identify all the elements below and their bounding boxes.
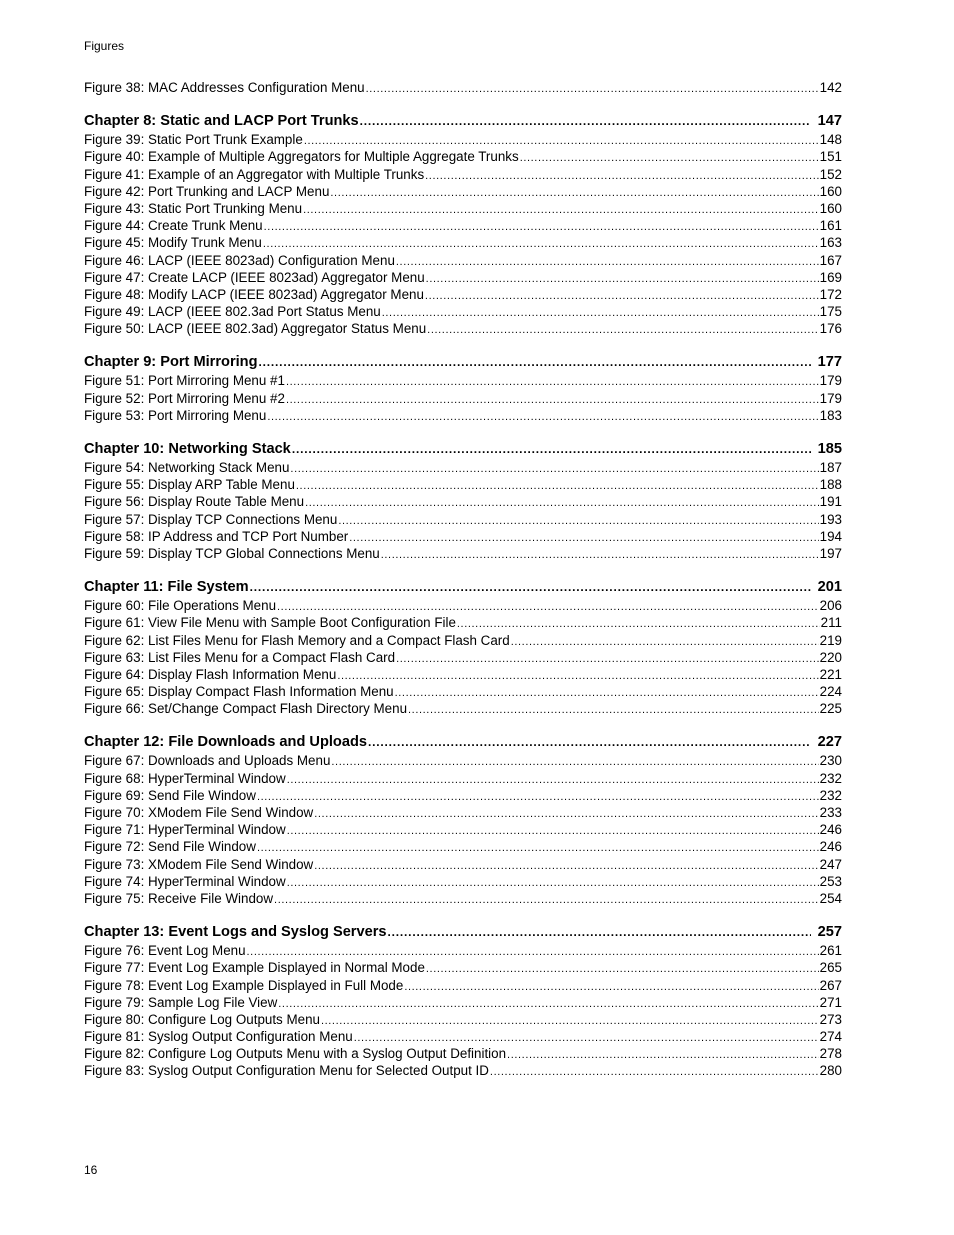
dot-leader bbox=[286, 392, 819, 409]
chapter-title: Chapter 10: Networking Stack bbox=[84, 441, 291, 457]
dot-leader bbox=[290, 461, 818, 478]
figure-title: Figure 56: Display Route Table Menu bbox=[84, 494, 305, 510]
figure-page-number: 188 bbox=[819, 477, 842, 493]
figure-entry[interactable] bbox=[84, 320, 842, 337]
figure-title: Figure 74: HyperTerminal Window bbox=[84, 873, 286, 889]
figure-page-number: 151 bbox=[819, 149, 842, 165]
figure-page-number: 220 bbox=[819, 649, 842, 665]
figure-title: Figure 67: Downloads and Uploads Menu bbox=[84, 753, 331, 769]
dot-leader bbox=[330, 185, 818, 202]
chapter-page-number: 227 bbox=[817, 734, 842, 751]
dot-leader bbox=[490, 1064, 819, 1081]
figure-entry[interactable] bbox=[84, 959, 842, 976]
figure-entry[interactable] bbox=[84, 166, 842, 183]
figure-page-number: 169 bbox=[819, 269, 842, 285]
figure-title: Figure 69: Send File Window bbox=[84, 787, 256, 803]
dot-leader bbox=[507, 1047, 819, 1064]
figure-title: Figure 73: XModem File Send Window bbox=[84, 856, 314, 872]
figure-entry[interactable] bbox=[84, 683, 842, 700]
figure-page-number: 267 bbox=[819, 977, 842, 993]
dot-leader bbox=[349, 530, 818, 547]
chapter-page-number: 185 bbox=[817, 441, 842, 457]
figure-title: Figure 52: Port Mirroring Menu #2 bbox=[84, 390, 285, 406]
figure-entry[interactable] bbox=[84, 649, 842, 666]
figure-entry[interactable] bbox=[84, 614, 842, 631]
chapter-entry[interactable] bbox=[84, 440, 842, 459]
figure-title: Figure 77: Event Log Example Displayed in Normal Mode bbox=[84, 960, 425, 976]
figure-entry[interactable] bbox=[84, 770, 842, 787]
figure-title: Figure 83: Syslog Output Configuration Menu for Selected Output ID bbox=[84, 1063, 489, 1079]
dot-leader bbox=[305, 495, 819, 512]
figure-entry[interactable] bbox=[84, 493, 842, 510]
figure-entry[interactable] bbox=[84, 528, 842, 545]
figure-entry[interactable] bbox=[84, 269, 842, 286]
dot-leader bbox=[520, 150, 819, 167]
figure-page-number: 172 bbox=[819, 286, 842, 302]
dot-leader bbox=[250, 578, 811, 597]
chapter-page-number: 257 bbox=[817, 924, 842, 941]
chapter-entry[interactable] bbox=[84, 353, 842, 372]
figure-entry[interactable] bbox=[84, 632, 842, 649]
figure-title: Figure 42: Port Trunking and LACP Menu bbox=[84, 183, 330, 199]
figure-title: Figure 38: MAC Addresses Configuration Menu bbox=[84, 80, 365, 95]
chapter-title: Chapter 11: File System bbox=[84, 579, 249, 596]
figure-title: Figure 45: Modify Trunk Menu bbox=[84, 235, 262, 251]
figure-title: Figure 41: Example of an Aggregator with Multiple Trunks bbox=[84, 166, 425, 182]
figure-entry[interactable] bbox=[84, 372, 842, 389]
figure-page-number: 254 bbox=[819, 890, 842, 906]
dot-leader bbox=[259, 353, 811, 372]
figure-entry[interactable] bbox=[84, 200, 842, 217]
figure-entry[interactable] bbox=[84, 252, 842, 269]
figure-entry[interactable] bbox=[84, 873, 842, 890]
chapter-entry[interactable] bbox=[84, 578, 842, 597]
figure-entry[interactable] bbox=[84, 752, 842, 769]
figure-page-number: 152 bbox=[819, 166, 842, 182]
figure-page-number: 247 bbox=[819, 856, 842, 872]
figure-title: Figure 48: Modify LACP (IEEE 8023ad) Aggregator Menu bbox=[84, 286, 424, 302]
figure-page-number: 253 bbox=[819, 873, 842, 889]
dot-leader bbox=[337, 668, 818, 685]
figure-title: Figure 71: HyperTerminal Window bbox=[84, 822, 286, 838]
figure-page-number: 211 bbox=[820, 615, 842, 631]
figure-page-number: 142 bbox=[819, 80, 842, 95]
dot-leader bbox=[396, 254, 819, 271]
figure-title: Figure 70: XModem File Send Window bbox=[84, 805, 314, 820]
dot-leader bbox=[267, 409, 818, 426]
figure-title: Figure 47: Create LACP (IEEE 8023ad) Aggregator Menu bbox=[84, 269, 425, 285]
dot-leader bbox=[511, 634, 819, 651]
chapter-entry[interactable] bbox=[84, 733, 842, 752]
chapter-entry[interactable] bbox=[84, 923, 842, 942]
figure-page-number: 221 bbox=[819, 666, 842, 682]
dot-leader bbox=[287, 823, 819, 840]
figure-entry[interactable] bbox=[84, 1028, 842, 1045]
figure-page-number: 167 bbox=[819, 252, 842, 268]
dot-leader bbox=[404, 979, 818, 996]
figure-page-number: 261 bbox=[819, 943, 842, 959]
dot-leader bbox=[457, 616, 820, 633]
figure-title: Figure 65: Display Compact Flash Information Menu bbox=[84, 684, 394, 700]
figure-page-number: 225 bbox=[819, 701, 842, 717]
figure-page-number: 219 bbox=[819, 632, 842, 648]
chapter-entry[interactable] bbox=[84, 112, 842, 131]
figure-entry[interactable] bbox=[84, 511, 842, 528]
figure-page-number: 246 bbox=[819, 822, 842, 838]
dot-leader bbox=[368, 733, 811, 752]
figure-entry[interactable] bbox=[84, 390, 842, 407]
toc-section bbox=[84, 578, 842, 717]
figure-title: Figure 75: Receive File Window bbox=[84, 890, 274, 906]
figure-page-number: 197 bbox=[819, 545, 842, 561]
dot-leader bbox=[287, 772, 819, 789]
figure-entry[interactable] bbox=[84, 407, 842, 424]
figure-title: Figure 68: HyperTerminal Window bbox=[84, 770, 286, 786]
dot-leader bbox=[257, 789, 819, 806]
figure-entry[interactable] bbox=[84, 942, 842, 959]
dot-leader bbox=[274, 892, 819, 909]
toc-section bbox=[84, 353, 842, 424]
dot-leader bbox=[395, 685, 819, 702]
figure-page-number: 232 bbox=[819, 787, 842, 803]
figure-entry[interactable] bbox=[84, 977, 842, 994]
dot-leader bbox=[396, 651, 819, 668]
figure-page-number: 194 bbox=[819, 528, 842, 544]
figure-page-number: 265 bbox=[819, 960, 842, 976]
dot-leader bbox=[314, 858, 818, 875]
figure-entry[interactable] bbox=[84, 1011, 842, 1028]
dot-leader bbox=[331, 754, 818, 771]
figure-entry[interactable] bbox=[84, 234, 842, 251]
figure-entry[interactable] bbox=[84, 994, 842, 1011]
figure-page-number: 191 bbox=[819, 494, 842, 510]
dot-leader bbox=[388, 923, 811, 942]
figure-page-number: 274 bbox=[819, 1029, 842, 1045]
figure-entry[interactable] bbox=[84, 286, 842, 303]
figure-title: Figure 55: Display ARP Table Menu bbox=[84, 477, 295, 493]
list-of-figures bbox=[84, 79, 842, 1096]
figure-title: Figure 79: Sample Log File View bbox=[84, 994, 278, 1010]
chapter-page-number: 201 bbox=[817, 579, 842, 596]
toc-section bbox=[84, 440, 842, 562]
dot-leader bbox=[303, 202, 819, 219]
figure-title: Figure 62: List Files Menu for Flash Memory and a Compact Flash Card bbox=[84, 632, 510, 648]
dot-leader bbox=[257, 840, 819, 857]
figure-title: Figure 57: Display TCP Connections Menu bbox=[84, 511, 338, 527]
figure-entry[interactable] bbox=[84, 838, 842, 855]
figure-page-number: 246 bbox=[819, 839, 842, 855]
dot-leader bbox=[426, 961, 819, 978]
figure-page-number: 187 bbox=[819, 460, 842, 475]
figure-title: Figure 51: Port Mirroring Menu #1 bbox=[84, 373, 285, 389]
figure-title: Figure 49: LACP (IEEE 802.3ad Port Status Menu bbox=[84, 304, 381, 320]
figure-entry[interactable] bbox=[84, 303, 842, 320]
figure-title: Figure 46: LACP (IEEE 8023ad) Configuration Menu bbox=[84, 252, 395, 268]
figure-entry[interactable] bbox=[84, 545, 842, 562]
figure-page-number: 224 bbox=[819, 684, 842, 700]
chapter-page-number: 177 bbox=[817, 354, 842, 371]
chapter-title: Chapter 13: Event Logs and Syslog Servers bbox=[84, 924, 387, 941]
dot-leader bbox=[427, 322, 818, 339]
figure-title: Figure 53: Port Mirroring Menu bbox=[84, 407, 267, 423]
dot-leader bbox=[382, 305, 819, 322]
figure-entry[interactable] bbox=[84, 1062, 842, 1079]
dot-leader bbox=[292, 440, 811, 459]
figure-title: Figure 43: Static Port Trunking Menu bbox=[84, 200, 303, 216]
figure-page-number: 206 bbox=[819, 598, 842, 614]
figure-title: Figure 40: Example of Multiple Aggregators for Multiple Aggregate Trunks bbox=[84, 149, 519, 165]
figure-entry[interactable] bbox=[84, 804, 842, 821]
chapter-title: Chapter 8: Static and LACP Port Trunks bbox=[84, 113, 359, 130]
figure-entry[interactable] bbox=[84, 856, 842, 873]
figure-title: Figure 81: Syslog Output Configuration Menu bbox=[84, 1029, 353, 1045]
figure-entry[interactable] bbox=[84, 700, 842, 717]
figure-entry[interactable] bbox=[84, 79, 842, 96]
figure-page-number: 176 bbox=[819, 321, 842, 337]
figure-entry[interactable] bbox=[84, 459, 842, 476]
figure-entry[interactable] bbox=[84, 148, 842, 165]
figure-entry[interactable] bbox=[84, 183, 842, 200]
figure-page-number: 233 bbox=[819, 805, 842, 820]
dot-leader bbox=[278, 996, 818, 1013]
dot-leader bbox=[264, 219, 819, 236]
figure-page-number: 183 bbox=[819, 407, 842, 423]
toc-section bbox=[84, 112, 842, 337]
figure-title: Figure 82: Configure Log Outputs Menu with a Syslog Output Definition bbox=[84, 1046, 507, 1062]
figure-entry[interactable] bbox=[84, 890, 842, 907]
figure-page-number: 271 bbox=[819, 994, 842, 1010]
figure-entry[interactable] bbox=[84, 597, 842, 614]
page-number: 16 bbox=[84, 1163, 98, 1177]
figure-title: Figure 58: IP Address and TCP Port Number bbox=[84, 528, 349, 544]
figure-title: Figure 59: Display TCP Global Connections Menu bbox=[84, 545, 380, 561]
figure-title: Figure 50: LACP (IEEE 802.3ad) Aggregator Status Menu bbox=[84, 321, 427, 337]
chapter-title: Chapter 9: Port Mirroring bbox=[84, 354, 258, 371]
figure-entry[interactable] bbox=[84, 476, 842, 493]
dot-leader bbox=[426, 271, 819, 288]
figure-entry[interactable] bbox=[84, 787, 842, 804]
figure-page-number: 232 bbox=[819, 770, 842, 786]
figure-page-number: 280 bbox=[819, 1063, 842, 1079]
figure-entry[interactable] bbox=[84, 666, 842, 683]
figure-page-number: 175 bbox=[819, 304, 842, 320]
figure-title: Figure 44: Create Trunk Menu bbox=[84, 218, 263, 234]
figure-page-number: 278 bbox=[819, 1046, 842, 1062]
chapter-title: Chapter 12: File Downloads and Uploads bbox=[84, 734, 367, 751]
dot-leader bbox=[425, 168, 819, 185]
toc-section bbox=[84, 733, 842, 907]
dot-leader bbox=[366, 81, 819, 98]
figure-entry[interactable] bbox=[84, 131, 842, 148]
dot-leader bbox=[286, 374, 819, 391]
chapter-page-number: 147 bbox=[817, 113, 842, 130]
figure-page-number: 193 bbox=[819, 511, 842, 527]
figure-title: Figure 72: Send File Window bbox=[84, 839, 256, 855]
figure-entry[interactable] bbox=[84, 1045, 842, 1062]
dot-leader bbox=[287, 875, 819, 892]
figure-page-number: 148 bbox=[819, 132, 842, 148]
figure-title: Figure 60: File Operations Menu bbox=[84, 598, 277, 614]
figure-title: Figure 61: View File Menu with Sample Boot Configuration File bbox=[84, 615, 456, 631]
figure-page-number: 179 bbox=[819, 373, 842, 389]
figure-page-number: 230 bbox=[819, 753, 842, 769]
figure-page-number: 273 bbox=[819, 1011, 842, 1027]
figure-title: Figure 64: Display Flash Information Menu bbox=[84, 666, 337, 682]
figure-entry[interactable] bbox=[84, 821, 842, 838]
figure-title: Figure 76: Event Log Menu bbox=[84, 943, 246, 959]
dot-leader bbox=[321, 1013, 819, 1030]
running-header: Figures bbox=[84, 39, 125, 53]
dot-leader bbox=[338, 513, 818, 530]
dot-leader bbox=[381, 547, 819, 564]
figure-page-number: 163 bbox=[819, 235, 842, 251]
toc-section bbox=[84, 79, 842, 96]
dot-leader bbox=[314, 806, 818, 823]
figure-title: Figure 78: Event Log Example Displayed in Full Mode bbox=[84, 977, 404, 993]
figure-title: Figure 80: Configure Log Outputs Menu bbox=[84, 1011, 320, 1027]
figure-page-number: 161 bbox=[819, 218, 842, 234]
dot-leader bbox=[408, 702, 819, 719]
figure-entry[interactable] bbox=[84, 217, 842, 234]
figure-title: Figure 66: Set/Change Compact Flash Directory Menu bbox=[84, 701, 408, 717]
toc-section bbox=[84, 923, 842, 1080]
dot-leader bbox=[296, 478, 819, 495]
dot-leader bbox=[360, 112, 811, 131]
figure-title: Figure 63: List Files Menu for a Compact Flash Card bbox=[84, 649, 396, 665]
figure-page-number: 160 bbox=[819, 200, 842, 216]
figure-page-number: 179 bbox=[819, 390, 842, 406]
figure-page-number: 160 bbox=[819, 183, 842, 199]
dot-leader bbox=[425, 288, 819, 305]
figure-title: Figure 39: Static Port Trunk Example bbox=[84, 132, 303, 148]
figure-title: Figure 54: Networking Stack Menu bbox=[84, 460, 290, 475]
